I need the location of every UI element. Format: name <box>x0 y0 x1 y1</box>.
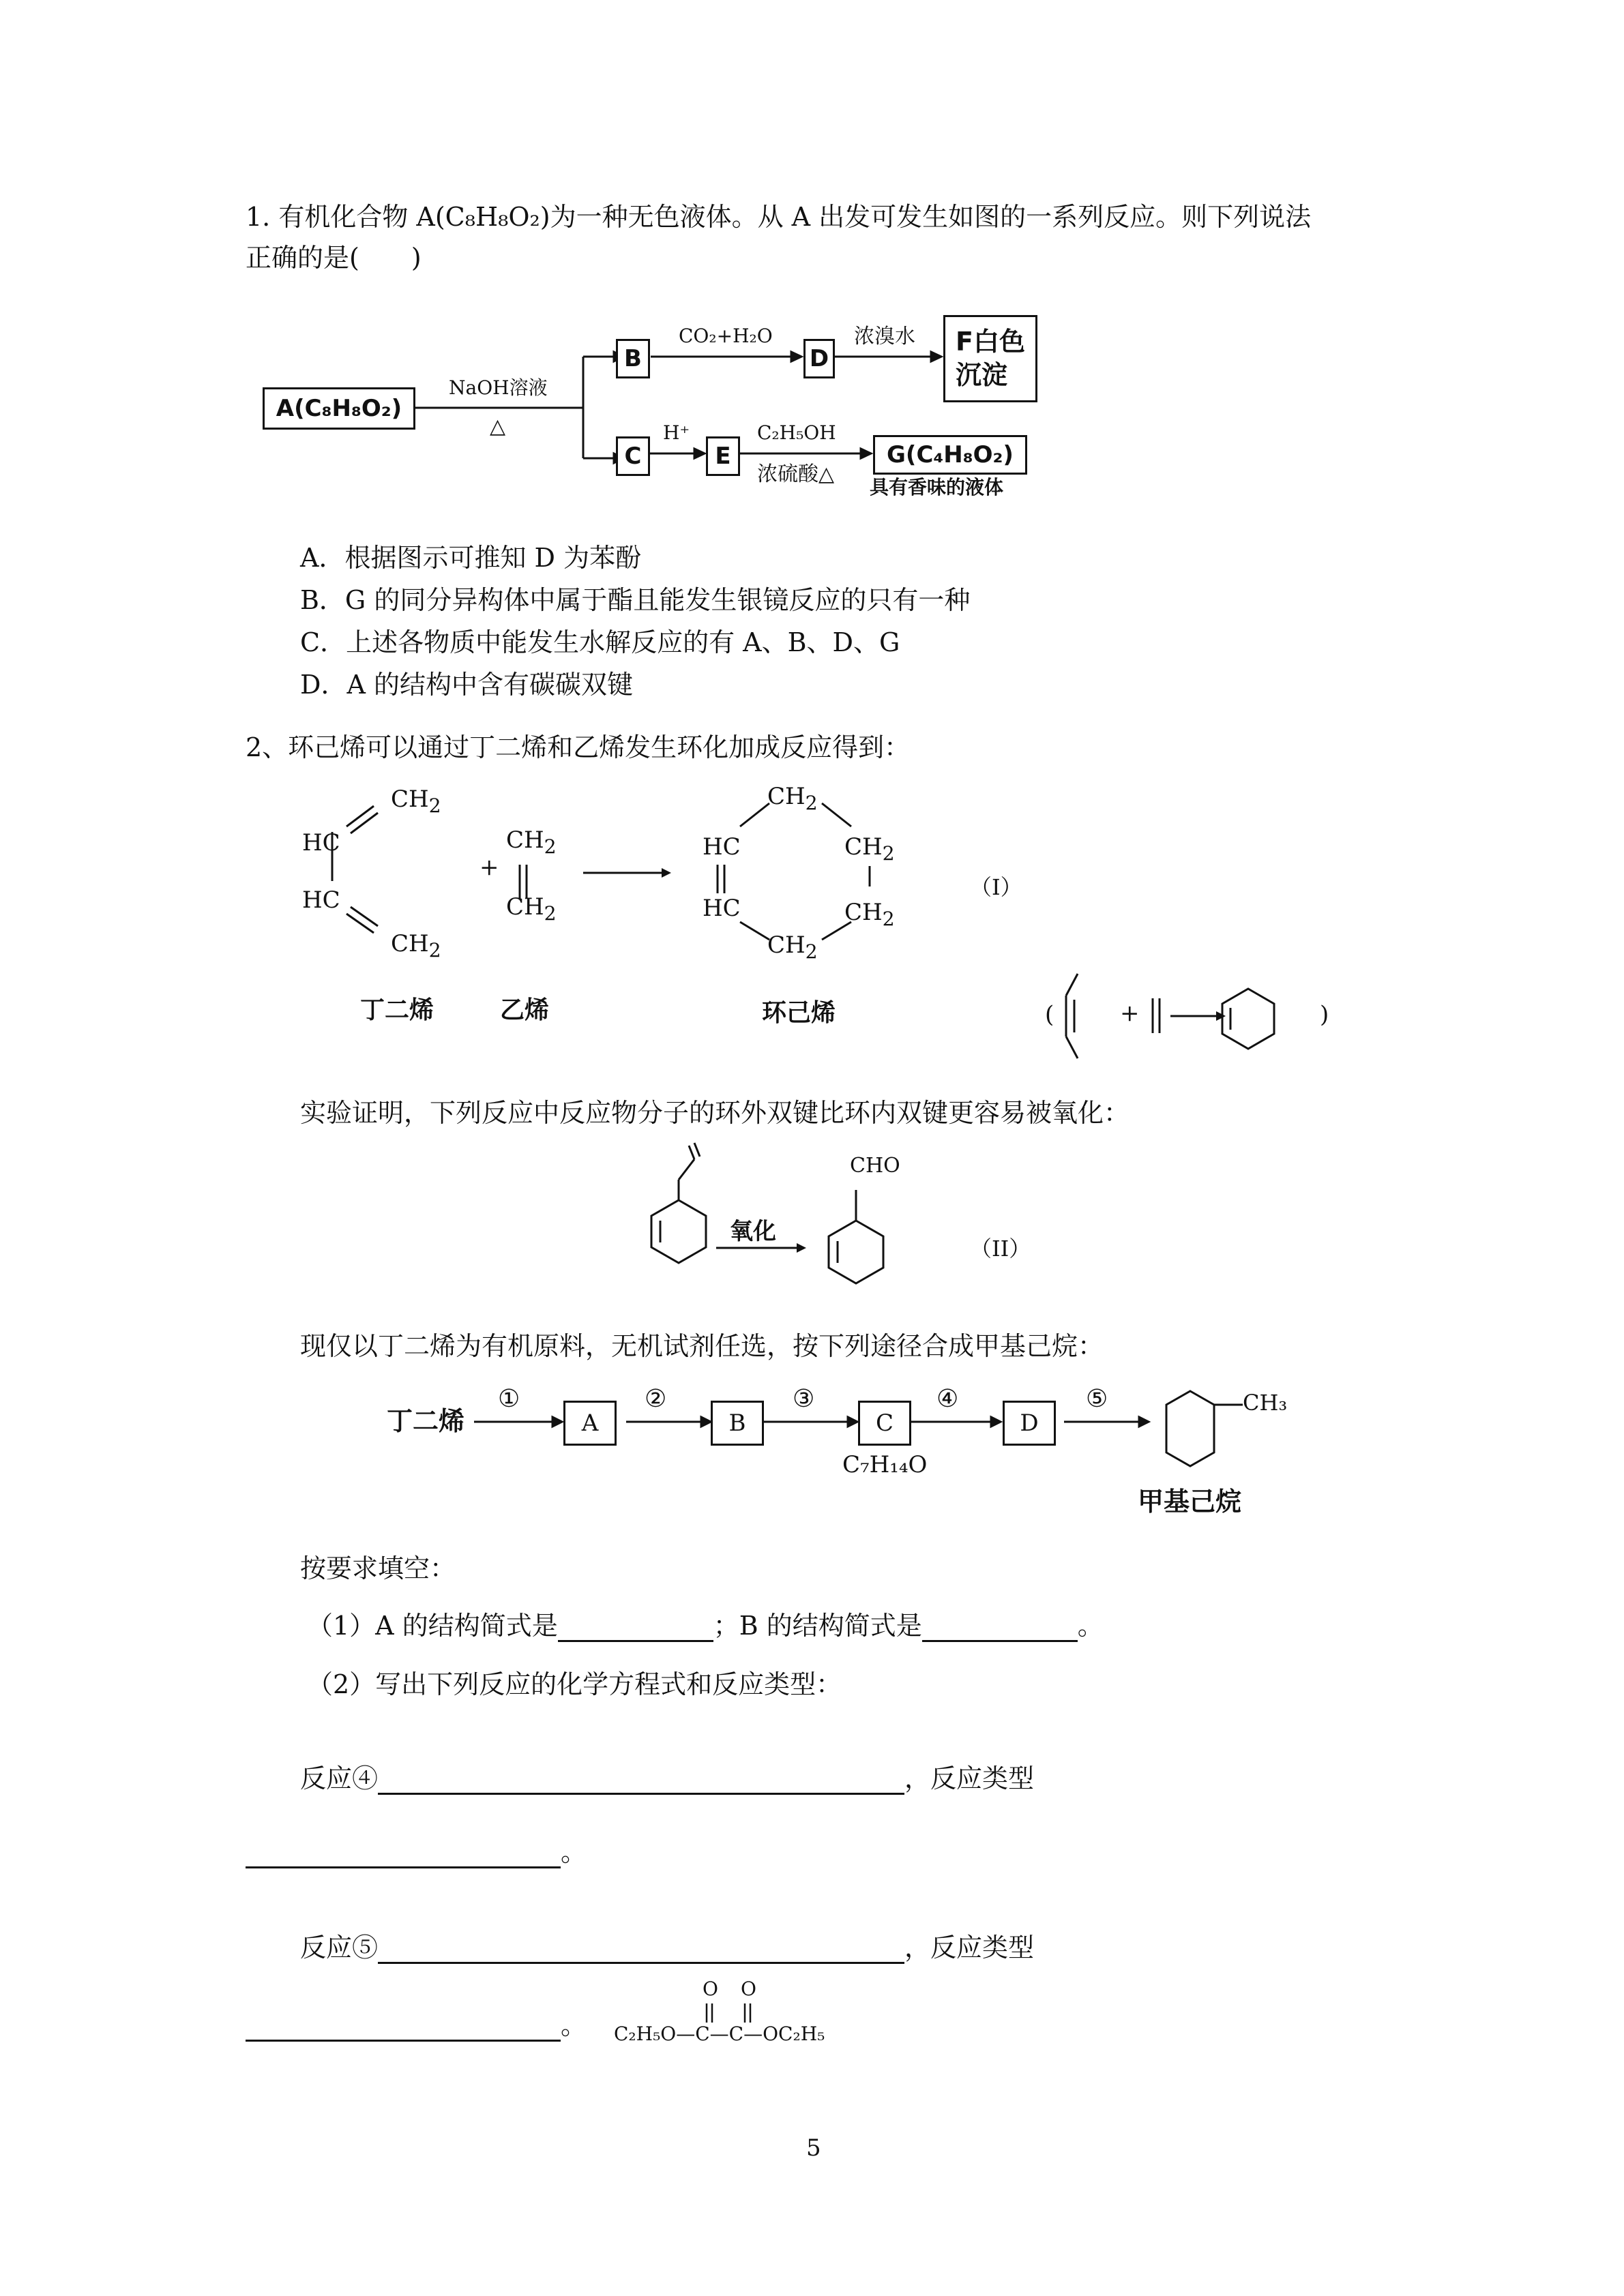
cyclohexene-ch2-right-1: $CH_2$ <box>844 833 895 865</box>
route-box-c: C <box>858 1401 911 1446</box>
q1-line1: 1. 有机化合物 A(C₈H₈O₂)为一种无色液体。从 A 出发可发生如图的一系列反应。则下列说法 <box>246 202 1312 232</box>
step-5: ⑤ <box>1086 1385 1108 1413</box>
c-formula: C₇H₁₄O <box>842 1451 928 1478</box>
compound-g-box: G(C₄H₈O₂) <box>873 435 1027 475</box>
route-box-d: D <box>1003 1401 1056 1446</box>
paren-open: ( <box>1045 1001 1054 1028</box>
step-4: ④ <box>936 1385 959 1413</box>
reaction-5-type-label: ，反应类型 <box>904 1933 1035 1963</box>
q2-statement2: 现仅以丁二烯为有机原料，无机试剂任选，按下列途径合成甲基己烷： <box>300 1331 1104 1361</box>
q1-option-d: D．A 的结构中含有碳碳双键 <box>300 670 633 700</box>
sub1-a-label: （1）A 的结构简式是 <box>307 1611 558 1641</box>
reaction-5-period: 。 <box>561 2010 587 2040</box>
reagent-ethanol: C₂H₅OH <box>757 421 836 444</box>
cyclohexene-hc-2: HC <box>703 895 741 922</box>
compound-d-box: D <box>803 339 835 378</box>
step-2: ② <box>645 1385 667 1413</box>
cyclohexene-label: 环己烯 <box>762 999 836 1027</box>
route-box-a: A <box>563 1401 617 1446</box>
cyclohexene-hc-1: HC <box>703 833 741 861</box>
step-1: ① <box>498 1385 520 1413</box>
ethylene-label: 乙烯 <box>500 996 550 1024</box>
q1-option-c: C．上述各物质中能发生水解反应的有 A、B、D、G <box>300 627 900 657</box>
route-start: 丁二烯 <box>387 1406 465 1436</box>
butadiene-ch2-top: $CH_2$ <box>391 786 441 817</box>
butadiene-hc-1: HC <box>302 829 340 856</box>
reagent-naoh: NaOH溶液 <box>449 376 548 399</box>
compound-a-box: A(C₈H₈O₂) <box>263 387 415 430</box>
reagent-sulfuric-acid: 浓硫酸△ <box>757 462 835 486</box>
compound-e-box: E <box>706 436 740 476</box>
step-3: ③ <box>793 1385 815 1413</box>
oxalate-formula: C₂H₅O—C—C—OC₂H₅ <box>614 2023 825 2045</box>
cyclohexene-ch2-right-2: $CH_2$ <box>844 899 895 930</box>
q2-fill-instruction: 按要求填空： <box>300 1553 456 1583</box>
reagent-co2-h2o: CO₂+H₂O <box>679 325 773 347</box>
reaction-i-label: （I） <box>970 874 1022 900</box>
butadiene-hc-2: HC <box>302 886 340 914</box>
reaction-ii-label: （II） <box>970 1236 1031 1262</box>
oxalate-o-2: O <box>741 1978 756 2000</box>
reaction-4-period: 。 <box>561 1837 587 1867</box>
cho-group: CHO <box>850 1154 900 1178</box>
oxidation-label: 氧化 <box>730 1218 776 1245</box>
reaction-5-label: 反应⑤ <box>300 1933 379 1963</box>
ethylene-ch2-top: $CH_2$ <box>506 826 557 858</box>
reagent-heat: △ <box>490 415 506 438</box>
g-note: 具有香味的液体 <box>870 476 1004 498</box>
reaction-4-type-label: ，反应类型 <box>904 1763 1035 1793</box>
ethylene-ch2-bottom: $CH_2$ <box>506 893 557 925</box>
reaction-4-label: 反应④ <box>300 1763 379 1793</box>
paren-close: ) <box>1320 1001 1329 1028</box>
route-product: 甲基己烷 <box>1138 1487 1242 1517</box>
reagent-acid: H⁺ <box>663 421 690 444</box>
cyclohexene-ch2-bottom: $CH_2$ <box>767 931 818 963</box>
methyl-group: CH₃ <box>1243 1390 1288 1416</box>
sub1-end: 。 <box>1077 1611 1104 1641</box>
butadiene-ch2-bottom: $CH_2$ <box>391 930 441 961</box>
q2-statement1: 实验证明，下列反应中反应物分子的环外双键比环内双键更容易被氧化： <box>300 1098 1130 1128</box>
plus-sign: + <box>479 854 499 881</box>
compound-b-box: B <box>616 339 650 378</box>
q1-option-a: A．根据图示可推知 D 为苯酚 <box>300 543 642 573</box>
q1-option-b: B．G 的同分异构体中属于酯且能发生银镜反应的只有一种 <box>300 585 971 615</box>
oxalate-o-1: O <box>703 1978 718 2000</box>
q1-line2: 正确的是( ) <box>246 243 422 273</box>
page-number: 5 <box>806 2134 821 2162</box>
q2-sub2: （2）写出下列反应的化学方程式和反应类型： <box>307 1669 842 1699</box>
butadiene-label: 丁二烯 <box>360 996 434 1024</box>
compound-f-box: F白色 沉淀 <box>943 315 1037 402</box>
cyclohexene-ch2-top: $CH_2$ <box>767 783 818 814</box>
q2-intro: 2、环己烯可以通过丁二烯和乙烯发生环化加成反应得到： <box>246 732 911 762</box>
compound-c-box: C <box>616 436 650 476</box>
sub1-b-label: ；B 的结构简式是 <box>713 1611 922 1641</box>
reagent-bromine-water: 浓溴水 <box>854 325 915 348</box>
route-box-b: B <box>711 1401 764 1446</box>
paren-plus: + <box>1120 1000 1140 1027</box>
